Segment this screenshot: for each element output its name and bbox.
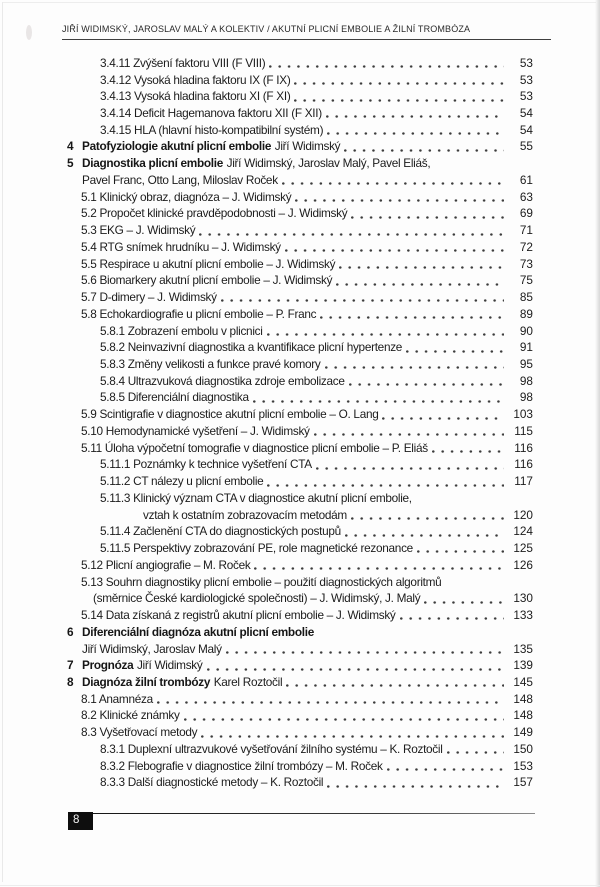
toc-page-number: 53 (519, 72, 533, 87)
table-of-contents (0, 55, 600, 791)
toc-row (67, 657, 533, 674)
toc-page-number: 71 (519, 223, 533, 238)
toc-chapter-number: 6 (67, 624, 74, 639)
toc-page-number: 103 (513, 407, 533, 422)
dot-leader (314, 433, 504, 436)
toc-entry-text: 5.13 Souhrn diagnostiky plicní embolie – použití diagnostických algoritmů (81, 574, 442, 589)
dot-leader (432, 450, 504, 453)
toc-row (81, 440, 533, 457)
toc-entry-text: Pavel Franc, Otto Lang, Miloslav Roček (82, 172, 278, 187)
toc-page-number: 98 (519, 390, 533, 405)
toc-row (100, 88, 533, 105)
dot-leader (325, 366, 504, 369)
toc-entry-text: 5.1 Klinický obraz, diagnóza – J. Widimský (81, 189, 292, 204)
dot-leader (351, 517, 504, 520)
dot-leader (339, 266, 504, 269)
scan-edge-top (2, 2, 596, 3)
toc-entry-text: 5.11.3 Klinický význam CTA v diagnostice akutní plicní embolie, (100, 490, 412, 505)
toc-entry-text: Karel Roztočil (213, 674, 283, 689)
toc-page-number: 139 (513, 658, 533, 673)
toc-page-number: 54 (519, 122, 533, 137)
toc-entry-text: Jiří Widimský, Jaroslav Malý, Pavel Eliáš, (226, 156, 431, 171)
toc-entry-text: 5.11.5 Perspektivy zobrazování PE, role magnetické rezonance (100, 541, 413, 556)
toc-page-number: 115 (514, 423, 533, 438)
footer-rule (93, 813, 535, 815)
toc-entry-text: Jiří Widimský (274, 139, 341, 154)
toc-entry-title: Diagnostika plicní embolie (82, 156, 224, 171)
dot-leader (326, 115, 504, 118)
toc-entry-text: 8.1 Anamnéza (81, 691, 153, 706)
toc-page-number: 157 (513, 775, 533, 790)
dot-leader (327, 785, 504, 788)
toc-row (100, 323, 533, 340)
dot-leader (400, 617, 504, 620)
page-number-box (68, 812, 93, 830)
toc-page-number: 73 (519, 256, 533, 271)
toc-row (143, 507, 533, 524)
dot-leader (345, 534, 504, 537)
toc-entry-text: Jiří Widimský, Jaroslav Malý (82, 641, 222, 656)
toc-page-number: 75 (519, 273, 533, 288)
toc-row (100, 122, 533, 139)
toc-row (100, 55, 533, 72)
toc-row (81, 423, 533, 440)
toc-row (100, 523, 533, 540)
toc-page-number: 95 (519, 357, 533, 372)
dot-leader (351, 216, 504, 219)
toc-row (81, 406, 533, 423)
toc-row (81, 189, 533, 206)
toc-entry-text: 5.8 Echokardiografie u plicní embolie – P. Franc (81, 306, 317, 321)
toc-row (100, 373, 533, 390)
dot-leader (349, 383, 504, 386)
toc-row (81, 707, 533, 724)
toc-row (100, 741, 533, 758)
toc-entry-text: 3.4.12 Vysoká hladina faktoru IX (F IX) (100, 72, 291, 87)
dot-leader (336, 283, 504, 286)
dot-leader (285, 249, 504, 252)
dot-leader (221, 299, 504, 302)
toc-page-number: 89 (519, 306, 533, 321)
toc-entry-text: 5.8.3 Změny velikosti a funkce pravé komory (100, 357, 321, 372)
toc-page-number: 148 (513, 691, 533, 706)
dot-leader (184, 718, 504, 721)
toc-page-number: 85 (519, 290, 533, 305)
toc-row (81, 222, 533, 239)
toc-row (82, 172, 533, 189)
dot-leader (424, 601, 504, 604)
toc-page-number: 55 (519, 139, 533, 154)
toc-row (81, 574, 533, 591)
toc-entry-text: 8.2 Klinické známky (81, 708, 180, 723)
toc-page-number: 135 (513, 641, 533, 656)
toc-page-number: 124 (513, 524, 533, 539)
toc-row (100, 389, 533, 406)
toc-entry-text: 8.3 Vyšetřovací metody (81, 725, 198, 740)
dot-leader (447, 751, 504, 754)
toc-row (67, 155, 533, 172)
toc-entry-text: 5.8.1 Zobrazení embolu v plicnici (100, 323, 263, 338)
toc-row (100, 473, 533, 490)
toc-page-number: 72 (519, 239, 533, 254)
toc-page-number: 133 (513, 608, 533, 623)
toc-entry-text: 5.11.4 Začlenění CTA do diagnostických postupů (100, 524, 341, 539)
toc-row (100, 456, 533, 473)
dot-leader (199, 233, 504, 236)
toc-entry-text: 5.7 D-dimery – J. Widimský (81, 290, 217, 305)
toc-entry-text: 5.8.4 Ultrazvuková diagnostika zdroje embolizace (100, 373, 345, 388)
toc-page-number: 150 (513, 741, 533, 756)
toc-row (81, 205, 533, 222)
toc-row (81, 607, 533, 624)
toc-entry-text: (směrnice České kardiologické společnosti) – J. Widimský, J. Malý (93, 591, 421, 606)
dot-leader (294, 99, 504, 102)
toc-row (100, 339, 533, 356)
toc-page-number: 98 (519, 373, 533, 388)
scan-smudge (26, 25, 32, 40)
dot-leader (295, 199, 504, 202)
toc-row (81, 557, 533, 574)
toc-row (81, 256, 533, 273)
toc-row (100, 774, 533, 791)
toc-row (81, 289, 533, 306)
toc-entry-text: 8.3.1 Duplexní ultrazvukové vyšetřování žilního systému – K. Roztočil (100, 741, 443, 756)
dot-leader (201, 735, 504, 738)
running-header: JIŘÍ WIDIMSKÝ, JAROSLAV MALÝ A KOLEKTIV / AKUTNÍ PLICNÍ EMBOLIE A ŽILNÍ TROMBÓZA (62, 24, 471, 34)
toc-entry-title: Diagnóza žilní trombózy (82, 674, 211, 689)
toc-row (100, 540, 533, 557)
toc-row (67, 138, 533, 155)
dot-leader (207, 668, 505, 671)
toc-row (82, 641, 533, 658)
running-header-rule (62, 39, 551, 40)
toc-entry-text: 5.6 Biomarkery akutní plicní embolie – J. Widimský (81, 273, 333, 288)
dot-leader (320, 316, 504, 319)
dot-leader (294, 82, 504, 85)
toc-entry-text: 5.11.1 Poznámky k technice vyšetření CTA (100, 457, 312, 472)
toc-entry-text: 5.3 EKG – J. Widimský (81, 223, 196, 238)
toc-page-number: 120 (513, 507, 533, 522)
page-number: 8 (73, 814, 80, 826)
toc-page-number: 149 (513, 725, 533, 740)
toc-entry-text: 3.4.14 Deficit Hagemanova faktoru XII (F XII) (100, 106, 322, 120)
toc-row (100, 356, 533, 373)
toc-chapter-number: 7 (67, 658, 74, 673)
toc-row (81, 239, 533, 256)
toc-entry-text: 5.11.2 CT nálezy u plicní embolie (100, 474, 264, 489)
toc-page-number: 125 (513, 541, 533, 556)
toc-page-number: 148 (513, 708, 533, 723)
toc-row (81, 272, 533, 289)
toc-chapter-number: 4 (67, 139, 74, 154)
dot-leader (406, 350, 504, 353)
toc-entry-text: 5.8.2 Neinvazivní diagnostika a kvantifikace plicní hypertenze (100, 340, 403, 355)
toc-entry-text: 5.8.5 Diferenciální diagnostika (100, 390, 249, 405)
toc-entry-title: Prognóza (82, 658, 134, 673)
dot-leader (286, 684, 504, 687)
toc-entry-text: 5.4 RTG snímek hrudníku – J. Widimský (81, 239, 281, 254)
toc-entry-text: 3.4.15 HLA (hlavní histo-kompatibilní systém) (100, 122, 324, 137)
toc-page-number: 130 (513, 591, 533, 606)
toc-entry-text: 5.5 Respirace u akutní plicní embolie – J. Widimský (81, 256, 336, 271)
toc-entry-text: 5.12 Plicní angiografie – M. Roček (81, 557, 251, 572)
dot-leader (417, 550, 504, 553)
toc-page-number: 63 (519, 189, 533, 204)
toc-row (100, 490, 533, 507)
toc-entry-text: 3.4.13 Vysoká hladina faktoru XI (F XI) (100, 89, 291, 104)
toc-page-number: 117 (514, 474, 533, 489)
scan-edge-bottom (0, 885, 600, 887)
toc-row (81, 724, 533, 741)
toc-entry-text: Jiří Widimský (136, 658, 203, 673)
toc-entry-text: 5.10 Hemodynamické vyšetření – J. Widimský (81, 423, 310, 438)
toc-entry-title: Patofyziologie akutní plicní embolie (82, 139, 272, 154)
dot-leader (382, 417, 504, 420)
dot-leader (387, 768, 504, 771)
toc-row (100, 105, 533, 122)
dot-leader (282, 182, 504, 185)
toc-chapter-number: 8 (67, 674, 74, 689)
dot-leader (226, 651, 504, 654)
toc-row (81, 306, 533, 323)
toc-page-number: 126 (513, 557, 533, 572)
toc-page-number: 53 (519, 55, 533, 70)
dot-leader (344, 149, 504, 152)
toc-page-number: 53 (519, 89, 533, 104)
toc-page-number: 153 (513, 758, 533, 773)
toc-page-number: 91 (519, 340, 533, 355)
dot-leader (316, 467, 504, 470)
toc-row (100, 72, 533, 89)
toc-row (93, 590, 533, 607)
toc-page-number: 145 (513, 674, 533, 689)
dot-leader (269, 65, 504, 68)
dot-leader (157, 701, 504, 704)
toc-entry-text: 5.14 Data získaná z registrů akutní plicní embolie – J. Widimský (81, 608, 396, 623)
toc-page-number: 61 (519, 172, 533, 187)
toc-row (67, 624, 533, 641)
toc-chapter-number: 5 (67, 156, 74, 171)
toc-row (100, 758, 533, 775)
toc-entry-text: 8.3.2 Flebografie v diagnostice žilní trombózy – M. Roček (100, 758, 383, 773)
toc-page-number: 69 (519, 206, 533, 221)
toc-page-number: 54 (519, 106, 533, 120)
toc-entry-text: 5.2 Propočet klinické pravděpodobnosti – J. Widimský (81, 206, 348, 221)
toc-entry-text: vztah k ostatním zobrazovacím metodám (143, 507, 347, 522)
toc-row (67, 674, 533, 691)
toc-entry-text: 5.11 Úloha výpočetní tomografie v diagnostice plicní embolie – P. Eliáš (81, 440, 428, 455)
toc-entry-text: 5.9 Scintigrafie v diagnostice akutní plicní embolie – O. Lang (81, 407, 379, 422)
toc-entry-title: Diferenciální diagnóza akutní plicní embolie (82, 624, 314, 639)
dot-leader (254, 567, 504, 570)
toc-page-number: 116 (514, 457, 533, 472)
dot-leader (327, 132, 504, 135)
toc-page-number: 116 (514, 440, 533, 455)
toc-entry-text: 3.4.11 Zvýšení faktoru VIII (F VIII) (100, 55, 266, 70)
toc-page-number: 90 (519, 323, 533, 338)
dot-leader (267, 484, 504, 487)
dot-leader (253, 400, 504, 403)
dot-leader (267, 333, 504, 336)
toc-entry-text: 8.3.3 Další diagnostické metody – K. Roztočil (100, 775, 324, 790)
toc-row (81, 691, 533, 708)
